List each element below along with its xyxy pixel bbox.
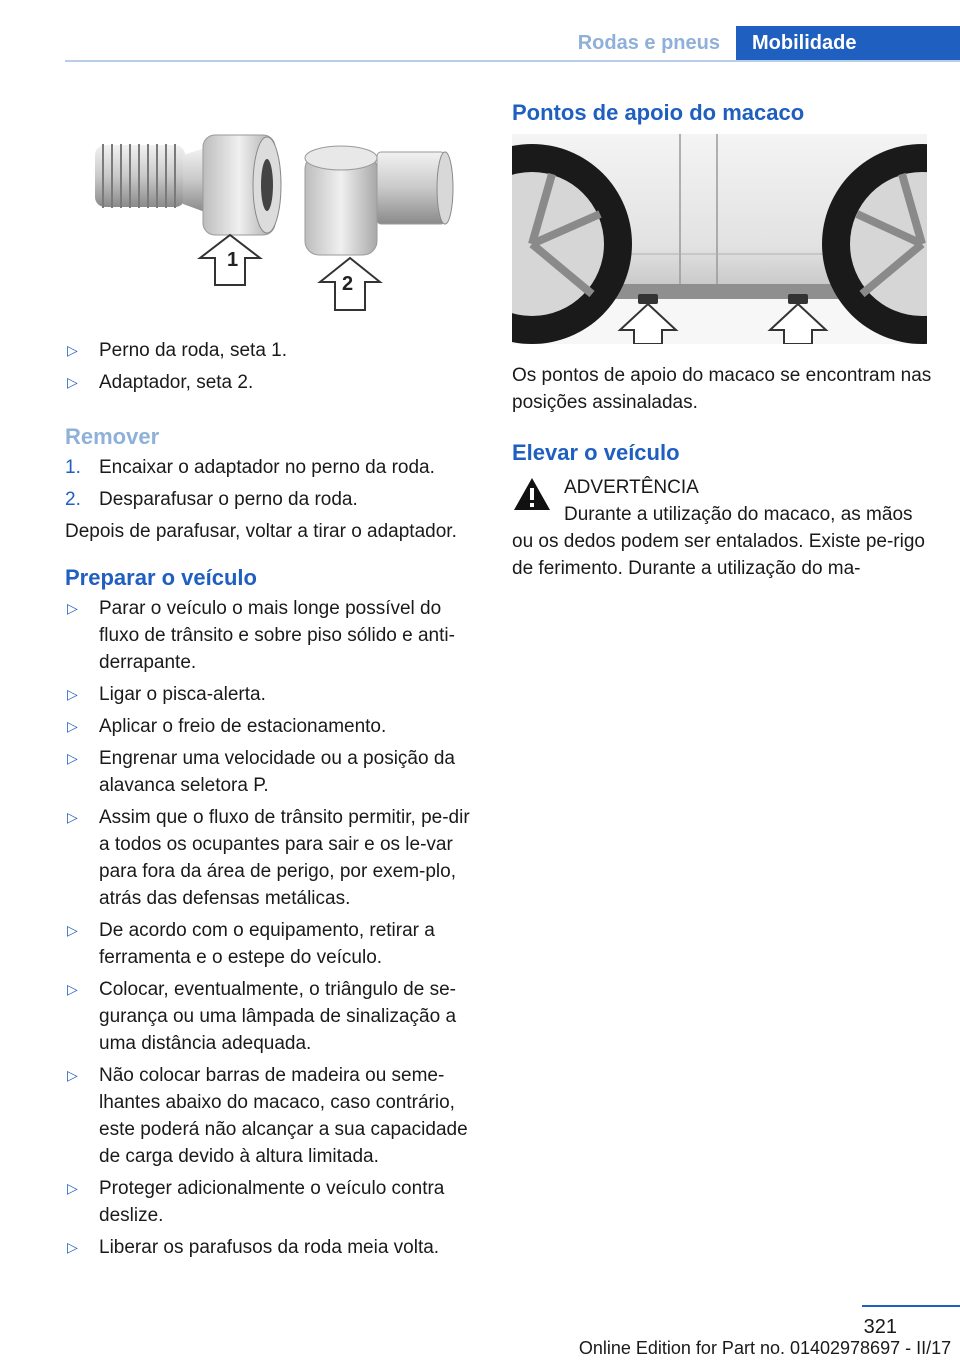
adapter-top — [305, 146, 377, 170]
list-item: ▷ Adaptador, seta 2. — [65, 369, 480, 396]
jack-points-text: Os pontos de apoio do macaco se encontram nas posições assinaladas. — [512, 365, 932, 413]
list-item: ▷ De acordo com o equipamento, retirar a ferramenta e o estepe do veículo. — [65, 917, 480, 971]
list-item: ▷ Liberar os parafusos da roda meia volta. — [65, 1234, 480, 1261]
wheel-bolt-figure — [65, 100, 480, 315]
arrow-2-icon — [320, 258, 380, 310]
list-item: ▷ Proteger adicionalmente o veículo contra deslize. — [65, 1175, 480, 1229]
triangle-right-outline-icon: ▷ — [67, 342, 78, 358]
page-number: 321 — [863, 1316, 897, 1338]
header-divider — [65, 60, 960, 62]
jack-points-figure — [512, 134, 927, 344]
prepare-list — [65, 595, 480, 1261]
arrow-1-icon — [200, 235, 260, 285]
warning-title: ADVERTÊNCIA — [564, 477, 699, 498]
triangle-right-outline-icon: ▷ — [67, 1067, 78, 1083]
heading-elevar: Elevar o veículo — [512, 440, 680, 465]
callout-2-label: 2 — [342, 273, 354, 295]
warning-block — [512, 474, 932, 582]
adapter-square-drive — [377, 152, 445, 224]
list-item: ▷ Colocar, eventualmente, o triângulo de se-gurança ou uma lâmpada de sinalização a uma distância adequada. — [65, 976, 480, 1057]
list-item: ▷ Aplicar o freio de estacionamento. — [65, 713, 480, 740]
chapter-tab: Mobilidade — [736, 26, 960, 60]
warning-text: Durante a utilização do macaco, as mãos ou os dedos podem ser entalados. Existe pe-rigo de ferimento. Durante a utilização do ma- — [512, 504, 925, 579]
triangle-right-outline-icon: ▷ — [67, 809, 78, 825]
parts-list — [65, 337, 480, 396]
right-column — [512, 100, 932, 582]
triangle-right-outline-icon: ▷ — [67, 922, 78, 938]
list-item: ▷ Parar o veículo o mais longe possível do fluxo de trânsito e sobre piso sólido e anti-derrapante. — [65, 595, 480, 676]
triangle-right-outline-icon: ▷ — [67, 1239, 78, 1255]
left-column — [65, 100, 480, 1266]
bolt-neck — [183, 148, 205, 212]
list-item: 1. Encaixar o adaptador no perno da roda. — [65, 457, 435, 478]
bolt-thread — [95, 144, 185, 208]
callout-1-label: 1 — [227, 249, 239, 271]
heading-pontos-apoio: Pontos de apoio do macaco — [512, 100, 805, 125]
heading-remover: Remover — [65, 424, 160, 449]
list-item: ▷ Perno da roda, seta 1. — [65, 337, 480, 364]
triangle-right-outline-icon: ▷ — [67, 686, 78, 702]
heading-preparar: Preparar o veículo — [65, 565, 257, 590]
triangle-right-outline-icon: ▷ — [67, 981, 78, 997]
footer-divider — [862, 1305, 960, 1307]
section-tab: Rodas e pneus — [577, 32, 720, 54]
triangle-right-outline-icon: ▷ — [67, 718, 78, 734]
triangle-right-outline-icon: ▷ — [67, 600, 78, 616]
triangle-right-outline-icon: ▷ — [67, 1180, 78, 1196]
list-item: 2. Desparafusar o perno da roda. — [65, 489, 358, 510]
list-item: ▷ Engrenar uma velocidade ou a posição da alavanca seletora P. — [65, 745, 480, 799]
bolt-lock-pattern — [261, 159, 273, 211]
remove-note: Depois de parafusar, voltar a tirar o adaptador. — [65, 521, 457, 542]
jack-pad-rear — [788, 294, 808, 304]
list-item: ▷ Assim que o fluxo de trânsito permitir, pe-dir a todos os ocupantes para sair e os le-var para fora da área de perigo, por exem-plo, atrás das defensas metálicas. — [65, 804, 480, 912]
adapter-drive-face — [437, 152, 453, 224]
triangle-right-outline-icon: ▷ — [67, 374, 78, 390]
list-item: ▷ Não colocar barras de madeira ou seme-lhantes abaixo do macaco, caso contrário, este poderá não alcançar a sua capacidade de carga devido à altura limitada. — [65, 1062, 480, 1170]
warning-triangle-icon — [512, 476, 552, 512]
page-header — [0, 0, 960, 62]
list-item: ▷ Ligar o pisca-alerta. — [65, 681, 480, 708]
remove-steps — [65, 454, 480, 513]
triangle-right-outline-icon: ▷ — [67, 750, 78, 766]
footer-edition: Online Edition for Part no. 01402978697 - II/17 — [578, 1338, 952, 1358]
jack-pad-front — [638, 294, 658, 304]
